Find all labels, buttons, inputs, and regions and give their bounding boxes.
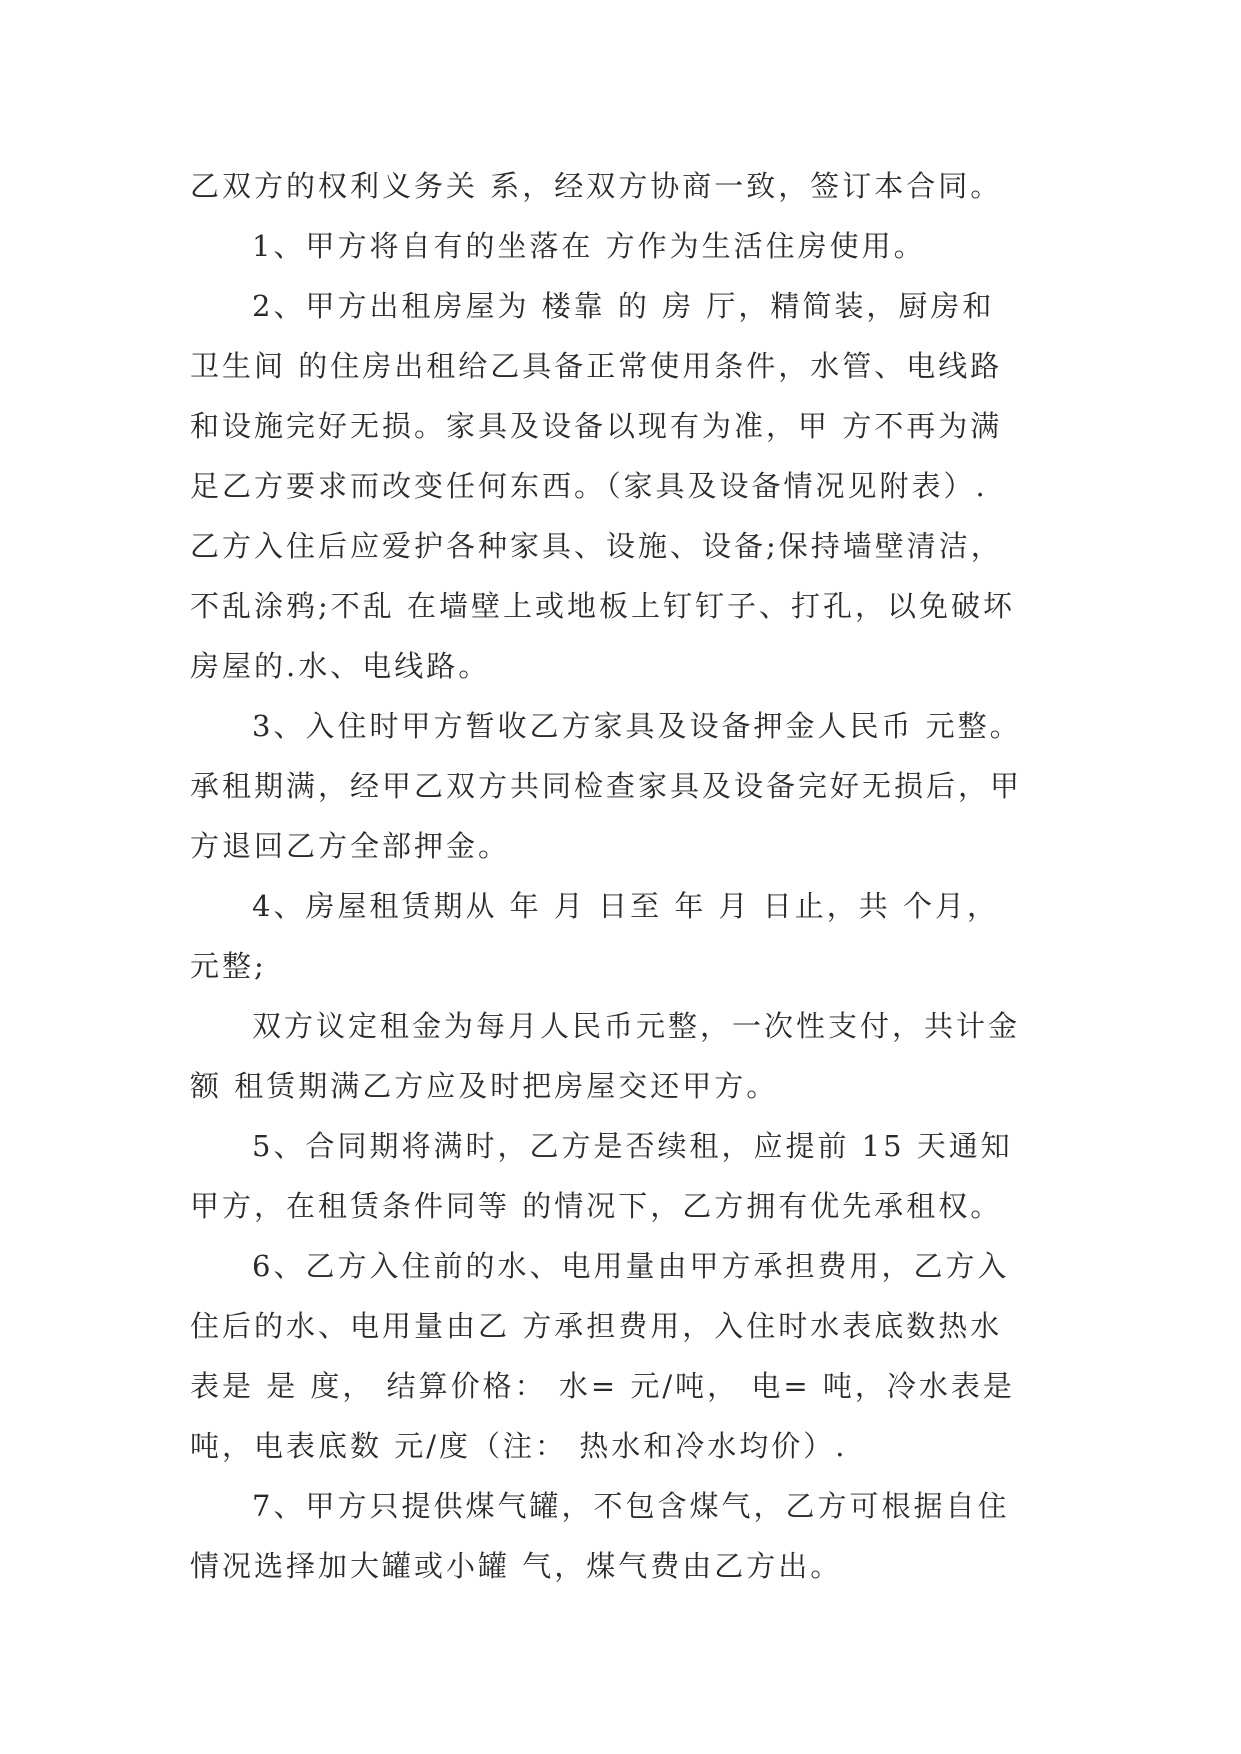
text-line: 元整; (190, 949, 267, 983)
text-line: 情况选择加大罐或小罐 气，煤气费由乙方出。 (190, 1549, 843, 1583)
text-line: 2、甲方出租房屋为 楼靠 的 房 厅，精简装，厨房和 (252, 289, 995, 323)
text-line: 吨，电表底数 元/度（注： 热水和冷水均价）. (190, 1429, 848, 1463)
text-line: 卫生间 的住房出租给乙具备正常使用条件，水管、电线路 (190, 349, 1003, 383)
text-line: 房屋的.水、电线路。 (190, 649, 491, 683)
text-line: 乙双方的权利义务关 系，经双方协商一致，签订本合同。 (190, 169, 1003, 203)
text-line: 方退回乙方全部押金。 (190, 829, 511, 863)
text-line: 双方议定租金为每月人民币元整，一次性支付，共计金 (252, 1009, 1021, 1043)
text-line: 乙方入住后应爱护各种家具、设施、设备;保持墙壁清洁， (190, 529, 1003, 563)
text-line: 3、入住时甲方暂收乙方家具及设备押金人民币 元整。 (252, 709, 1022, 743)
text-line: 7、甲方只提供煤气罐，不包含煤气，乙方可根据自住 (252, 1489, 1010, 1523)
contract-body (190, 156, 1070, 1596)
text-line: 5、合同期将满时，乙方是否续租，应提前 15 天通知 (252, 1129, 1013, 1163)
text-line: 4、房屋租赁期从 年 月 日至 年 月 日止，共 个月， (252, 889, 999, 923)
text-line: 和设施完好无损。家具及设备以现有为准，甲 方不再为满 (190, 409, 1003, 443)
text-line: 6、乙方入住前的水、电用量由甲方承担费用，乙方入 (252, 1249, 1010, 1283)
text-line: 足乙方要求而改变任何东西。（家具及设备情况见附表）. (190, 469, 988, 503)
text-line: 住后的水、电用量由乙 方承担费用，入住时水表底数热水 (190, 1309, 1003, 1343)
text-line: 不乱涂鸦;不乱 在墙壁上或地板上钉钉子、打孔，以免破坏 (190, 589, 1015, 623)
text-line: 1、甲方将自有的坐落在 方作为生活住房使用。 (252, 229, 926, 263)
text-line: 表是 是 度， 结算价格： 水= 元/吨， 电= 吨，冷水表是 (190, 1369, 1015, 1403)
text-line: 承租期满，经甲乙双方共同检查家具及设备完好无损后，甲 (190, 769, 1023, 803)
text-line: 甲方，在租赁条件同等 的情况下，乙方拥有优先承租权。 (190, 1189, 1003, 1223)
text-line: 额 租赁期满乙方应及时把房屋交还甲方。 (190, 1069, 779, 1103)
